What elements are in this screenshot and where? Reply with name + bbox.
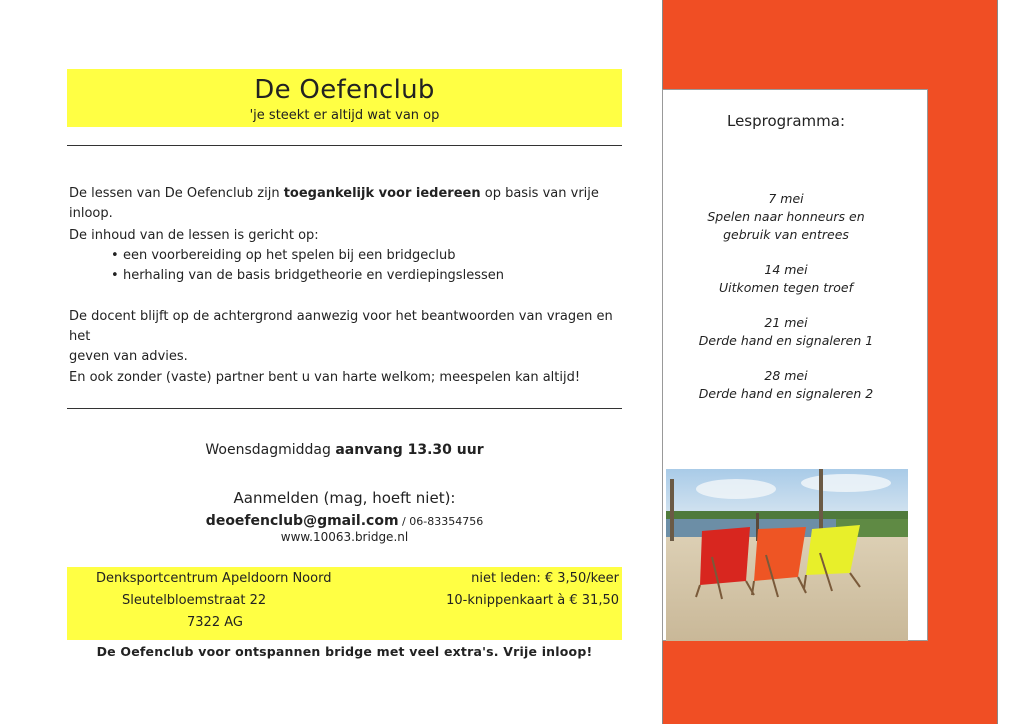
program-item — [663, 190, 909, 244]
program-topic: Derde hand en signaleren 2 — [698, 386, 874, 401]
venue-name: Denksportcentrum Apeldoorn Noord — [96, 571, 332, 586]
program-item — [663, 367, 909, 403]
phone-number: / 06-83354756 — [398, 515, 484, 528]
website-link[interactable]: www.10063.bridge.nl — [280, 530, 409, 544]
program-date: 28 mei — [764, 368, 808, 383]
content-lead: De inhoud van de lessen is gericht op: — [69, 228, 319, 243]
program-heading: Lesprogramma: — [726, 112, 846, 130]
docent-line: De docent blijft op de achtergrond aanwezig voor het beantwoorden van vragen en het — [69, 309, 613, 344]
intro-text-start: De lessen van De Oefenclub zijn — [69, 186, 284, 201]
program-item — [663, 314, 909, 350]
docent-paragraph — [69, 307, 629, 367]
program-topic: gebruik van entrees — [723, 227, 849, 242]
bullet-item: • herhaling van de basis bridgetheorie en verdiepingslessen — [111, 266, 611, 286]
signup-heading: Aanmelden (mag, hoeft niet): — [233, 489, 456, 507]
schedule-line — [67, 442, 622, 458]
header-banner — [67, 69, 622, 127]
schedule-start: aanvang 13.30 uur — [335, 442, 484, 458]
price-card: 10-knippenkaart à € 31,50 — [446, 593, 619, 608]
panel-border-right — [997, 0, 998, 724]
program-date: 14 mei — [764, 262, 808, 277]
program-topic: Uitkomen tegen troef — [718, 280, 854, 295]
program-topic: Derde hand en signaleren 1 — [698, 333, 874, 348]
intro-text-end: op basis van vrije inloop. — [69, 186, 599, 221]
intro-text-bold: toegankelijk voor iedereen — [283, 186, 481, 201]
footer-slogan: De Oefenclub voor ontspannen bridge met veel extra's. Vrije inloop! — [96, 644, 593, 659]
address-banner — [67, 567, 622, 640]
docent-line: geven van advies. — [69, 349, 188, 364]
program-date: 21 mei — [764, 315, 808, 330]
beach-chairs-photo — [666, 469, 908, 641]
divider-top — [67, 145, 622, 146]
tagline: 'je steekt er altijd wat van op — [249, 108, 440, 123]
email-link[interactable]: deoefenclub@gmail.com — [205, 513, 399, 529]
divider-bottom — [67, 408, 622, 409]
postcode: 7322 AG — [187, 615, 243, 630]
partner-paragraph: En ook zonder (vaste) partner bent u van harte welkom; meespelen kan altijd! — [69, 370, 581, 385]
program-date: 7 mei — [768, 191, 804, 206]
program-topic: Spelen naar honneurs en — [707, 209, 865, 224]
price-single: niet leden: € 3,50/keer — [471, 571, 619, 586]
page-title: De Oefenclub — [254, 75, 435, 105]
content-bullet-list — [111, 246, 611, 286]
program-item — [663, 261, 909, 297]
schedule-day: Woensdagmiddag — [205, 442, 336, 458]
signup-contact — [67, 510, 622, 529]
street-address: Sleutelbloemstraat 22 — [122, 593, 267, 608]
intro-paragraph — [69, 184, 629, 224]
bullet-item: • een voorbereiding op het spelen bij een bridgeclub — [111, 246, 611, 266]
